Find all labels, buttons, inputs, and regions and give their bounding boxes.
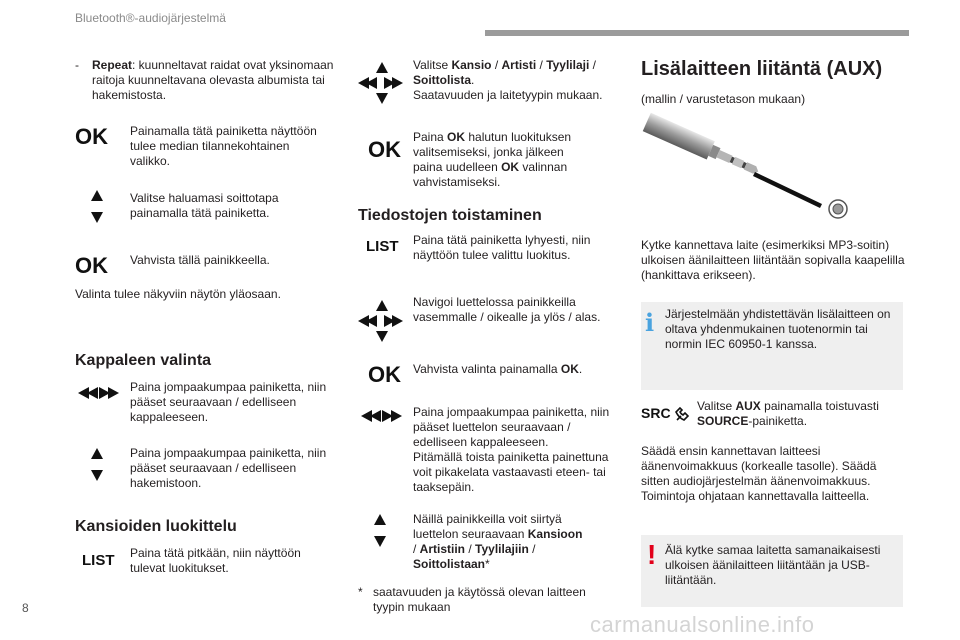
up-down-arrows-icon	[91, 448, 105, 484]
footnote: saatavuuden ja käytössä olevan laitteen tyypin mukaan	[373, 585, 586, 614]
ok-select-text: Paina OK halutun luokituksen valitsemiseksi, jonka jälkeen paina uudelleen OK valinnan vahvistamiseksi.	[413, 130, 572, 189]
arrow-up-icon	[376, 62, 388, 73]
repeat-paragraph	[92, 58, 337, 103]
category-select-text: Valitse Kansio / Artisti / Tyylilaji / Soittolista. Saatavuuden ja laitetyypin mukaan.	[413, 58, 603, 102]
phone-icon	[674, 406, 690, 422]
up-down-arrows-icon	[374, 514, 388, 550]
arrow-down-icon	[376, 331, 388, 342]
footnote-star: *	[358, 585, 363, 599]
arrow-right-icon	[392, 77, 403, 89]
repeat-text: : kuunneltavat raidat ovat yksinomaan raitoja kuunneltavana olevasta albumista tai hakemistosta.	[92, 58, 334, 102]
src-button-icon: SRC	[641, 405, 691, 427]
ok-button-icon: OK	[368, 362, 401, 387]
warning-text: Älä kytke samaa laitetta samanaikaisesti ulkoisen äänilaitteen liitäntään ja USB-liitäntään.	[665, 543, 881, 587]
arrow-left-icon	[366, 315, 377, 327]
aux-heading: Lisälaitteen liitäntä (AUX)	[641, 58, 883, 80]
folders-list-text: Paina tätä pitkään, niin näyttöön tulevat luokitukset.	[130, 546, 301, 575]
repeat-dash: -	[75, 58, 79, 72]
adjust-text: Säädä ensin kannettavan laitteesi äänenvoimakkuus (korkealle tasolle). Säädä sitten audiojärjestelmän äänenvoimakkuus. Toimintoja ohjataan kannettavalla laitteella.	[641, 444, 877, 503]
arrow-down-icon	[376, 93, 388, 104]
file-playback-heading: Tiedostojen toistaminen	[358, 207, 542, 224]
track-ud-text: Paina jompaakumpaa painiketta, niin pääset seuraavaan / edelliseen hakemistoon.	[130, 446, 327, 490]
connect-text: Kytke kannettava laite (esimerkiksi MP3-soitin) ulkoisen äänilaitteen liitäntään sopivalla kaapelilla (hankittava erikseen).	[641, 238, 905, 282]
ok-button-icon: OK	[75, 124, 108, 149]
selection-note: Valinta tulee näkyviin näytön yläosaan.	[75, 287, 281, 301]
list-short-text: Paina tätä painiketta lyhyesti, niin näyttöön tulee valittu luokitus.	[413, 233, 591, 262]
confirm-ok-text: Vahvista valinta painamalla OK.	[413, 362, 583, 376]
arrow-down-icon	[374, 536, 386, 547]
aux-jack-illustration	[640, 110, 860, 220]
arrow-up-icon	[374, 514, 386, 525]
arrow-left-icon	[370, 410, 381, 422]
ok-button-icon: OK	[75, 253, 108, 278]
arrow-down-icon	[91, 470, 103, 481]
confirm-text: Vahvista tällä painikkeella.	[130, 253, 270, 267]
play-mode-text: Valitse haluamasi soittotapa painamalla tätä painiketta.	[130, 191, 279, 220]
ok-menu-text: Painamalla tätä painiketta näyttöön tulee median tilannekohtainen valikko.	[130, 124, 317, 168]
up-down-arrows-icon	[91, 190, 105, 226]
arrow-left-icon	[366, 77, 377, 89]
folders-heading: Kansioiden luokittelu	[75, 518, 237, 535]
arrow-down-icon	[91, 212, 103, 223]
track-selection-heading: Kappaleen valinta	[75, 352, 212, 369]
prev-next-arrows-icon	[361, 410, 403, 422]
info-text: Järjestelmään yhdistettävän lisälaitteen on oltava yhdenmukainen tuotenormin tai normin IEC 60950-1 kanssa.	[665, 307, 891, 351]
repeat-label: Repeat	[92, 58, 133, 72]
arrow-up-icon	[91, 190, 103, 201]
watermark: carmanualsonline.info	[590, 612, 815, 637]
ok-button-icon: OK	[368, 137, 401, 162]
list-button-icon: LIST	[82, 552, 115, 569]
list-button-icon: LIST	[366, 238, 399, 255]
header-bar	[485, 30, 909, 36]
lr-list-text: Paina jompaakumpaa painiketta, niin pääset luettelon seuraavaan / edelliseen kappaleeseen. Pitämällä toista painiketta painettuna voit pikakelata vastaavasti eteen- tai taaksepäin.	[413, 405, 610, 494]
arrow-right-icon	[392, 315, 403, 327]
four-way-arrows-icon	[358, 62, 406, 104]
arrow-left-icon	[87, 387, 98, 399]
info-box	[641, 302, 903, 390]
header-title: Bluetooth®-audiojärjestelmä	[75, 11, 226, 25]
src-text: Valitse AUX painamalla toistuvasti SOURCE-painiketta.	[697, 399, 879, 428]
warning-icon: !	[647, 539, 657, 570]
ud-list-text: Näillä painikkeilla voit siirtyä luettelon seuraavaan Kansioon / Artistiin / Tyylilajiin / Soittolistaan*	[413, 512, 583, 571]
page-number: 8	[22, 601, 29, 615]
prev-next-arrows-icon	[78, 387, 120, 399]
arrow-up-icon	[91, 448, 103, 459]
four-way-arrows-icon	[358, 300, 406, 342]
arrow-right-icon	[391, 410, 402, 422]
arrow-right-icon	[108, 387, 119, 399]
arrow-up-icon	[376, 300, 388, 311]
track-lr-text: Paina jompaakumpaa painiketta, niin pääset seuraavaan / edelliseen kappaleeseen.	[130, 380, 327, 424]
info-icon: i	[645, 308, 655, 337]
warning-box	[641, 535, 903, 607]
aux-subtitle: (mallin / varustetason mukaan)	[641, 92, 806, 106]
navigate-text: Navigoi luettelossa painikkeilla vasemmalle / oikealle ja ylös / alas.	[413, 295, 601, 324]
